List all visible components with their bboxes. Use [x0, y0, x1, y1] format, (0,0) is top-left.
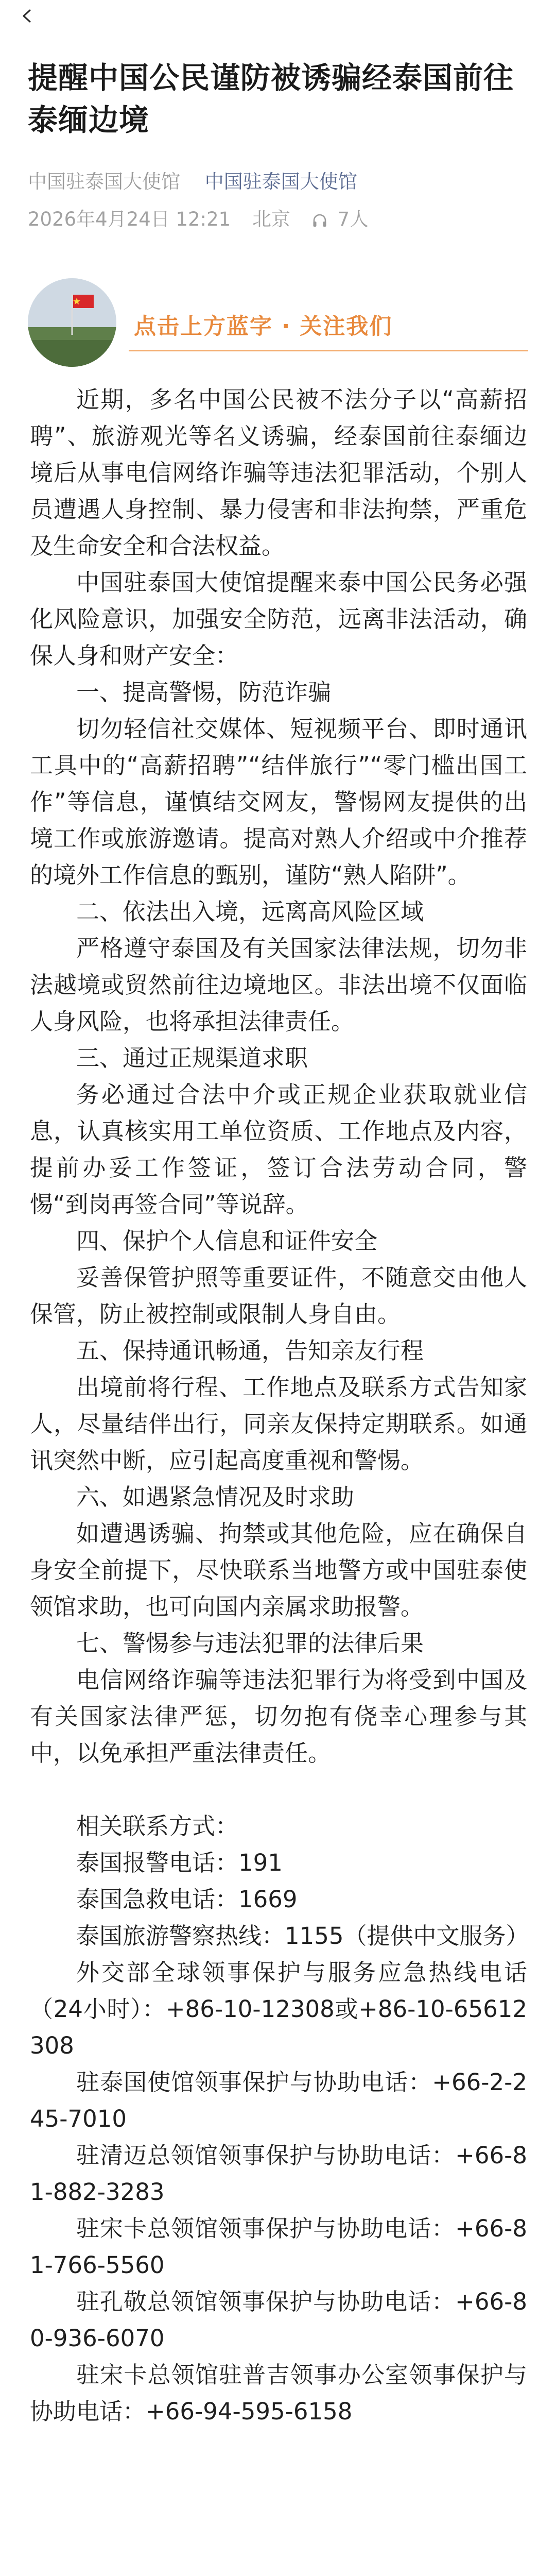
- paragraph: 电信网络诈骗等违法犯罪行为将受到中国及有关国家法律严惩，切勿抱有侥幸心理参与其中，以免承担严重法律责任。: [30, 1666, 527, 1767]
- paragraph: 中国驻泰国大使馆提醒来泰中国公民务必强化风险意识，加强安全防范，远离非法活动，确保人身和财产安全：: [30, 569, 527, 669]
- contact-line: 泰国报警电话：191: [76, 1849, 283, 1876]
- contact-line: 驻孔敬总领馆领事保护与协助电话：+66-80-936-6070: [30, 2288, 527, 2352]
- article-title: 提醒中国公民谨防被诱骗经泰国前往泰缅边境: [28, 60, 514, 138]
- paragraph: 切勿轻信社交媒体、短视频平台、即时通讯工具中的“高薪招聘”“结伴旅行”“零门槛出国工作”等信息，谨慎结交网友，警惕网友提供的出境工作或旅游邀请。提高对熟人介绍或中介推荐的境外工作信息的甄别，谨防“熟人陷阱”。: [30, 715, 527, 889]
- paragraph: 务必通过合法中介或正规企业获取就业信息，认真核实用工单位资质、工作地点及内容，提前办妥工作签证，签订合法劳动合同，警惕“到岗再签合同”等说辞。: [30, 1081, 527, 1218]
- follow-banner-underline: [129, 350, 528, 351]
- section-heading: 五、保持通讯畅通，告知亲友行程: [76, 1337, 424, 1364]
- contact-line: 驻清迈总领馆领事保护与协助电话：+66-81-882-3283: [30, 2142, 527, 2206]
- paragraph: 如遭遇诱骗、拘禁或其他危险，应在确保自身安全前提下，尽快联系当地警方或中国驻泰使领馆求助，也可向国内亲属求助报警。: [30, 1520, 527, 1620]
- paragraph: 严格遵守泰国及有关国家法律法规，切勿非法越境或贸然前往边境地区。非法出境不仅面临人身风险，也将承担法律责任。: [30, 935, 527, 1035]
- section-heading: 二、依法出入境，远离高风险区域: [76, 898, 424, 925]
- section-heading: 六、如遇紧急情况及时求助: [76, 1483, 355, 1511]
- listener-count: 7人: [337, 208, 369, 230]
- contact-line: 驻泰国使馆领事保护与协助电话：+66-2-245-7010: [30, 2069, 527, 2132]
- author-name: 中国驻泰国大使馆: [28, 171, 180, 193]
- contact-line: 驻宋卡总领馆领事保护与协助电话：+66-81-766-5560: [30, 2215, 527, 2279]
- section-heading: 三、通过正规渠道求职: [76, 1044, 308, 1072]
- contact-line: 泰国旅游警察热线：1155（提供中文服务）: [76, 1922, 529, 1950]
- spacer: [30, 1771, 527, 1808]
- paragraph: 妥善保管护照等重要证件，不随意交由他人保管，防止被控制或限制人身自由。: [30, 1264, 527, 1328]
- contacts-heading: 相关联系方式：: [76, 1812, 239, 1840]
- follow-banner[interactable]: [28, 278, 528, 368]
- embassy-avatar-image: [28, 278, 116, 367]
- top-bar: [0, 0, 556, 36]
- article-meta-author: [28, 166, 357, 194]
- contact-line: 驻宋卡总领馆驻普吉领事办公室领事保护与协助电话：+66-94-595-6158: [30, 2361, 527, 2425]
- contact-line: 外交部全球领事保护与服务应急热线电话（24小时）：+86-10-12308或+86-10-65612308: [30, 1959, 527, 2059]
- article-body: [30, 381, 527, 2430]
- publish-date: 2026年4月24日 12:21: [28, 208, 231, 230]
- publish-location: 北京: [252, 208, 290, 230]
- section-heading: 一、提高警惕，防范诈骗: [76, 679, 332, 706]
- headphones-icon: [312, 213, 327, 229]
- section-heading: 四、保护个人信息和证件安全: [76, 1227, 378, 1255]
- paragraph: 近期，多名中国公民被不法分子以“高薪招聘”、旅游观光等名义诱骗，经泰国前往泰缅边境后从事电信网络诈骗等违法犯罪活动，个别人员遭遇人身控制、暴力侵害和非法拘禁，严重危及生命安全和合法权益。: [30, 386, 527, 560]
- embassy-avatar[interactable]: [28, 278, 116, 367]
- back-arrow-icon[interactable]: [21, 9, 34, 23]
- account-link[interactable]: 中国驻泰国大使馆: [204, 171, 357, 193]
- article-meta-time: [28, 204, 384, 231]
- section-heading: 七、警惕参与违法犯罪的法律后果: [76, 1630, 424, 1657]
- paragraph: 出境前将行程、工作地点及联系方式告知家人，尽量结伴出行，同亲友保持定期联系。如通讯突然中断，应引起高度重视和警惕。: [30, 1374, 527, 1474]
- contact-line: 泰国急救电话：1669: [76, 1886, 298, 1913]
- follow-banner-text: 点击上方蓝字 · 关注我们: [134, 314, 393, 340]
